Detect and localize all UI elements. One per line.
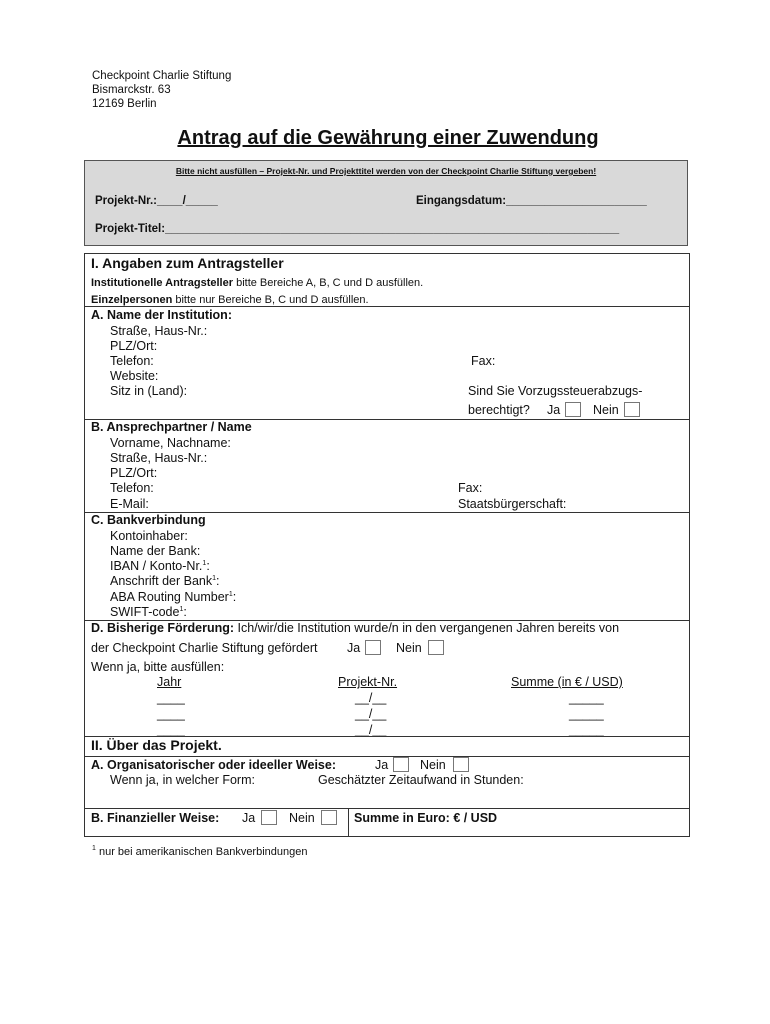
a-vat-no-checkbox[interactable] xyxy=(624,402,640,417)
ii-b-sum-label: Summe in Euro: € / USD xyxy=(354,811,498,825)
section-2-heading: II. Über das Projekt. xyxy=(91,737,222,753)
footnote-mark: 1 xyxy=(228,591,233,598)
sender-address xyxy=(92,69,231,111)
c-address-text: Anschrift der Bank xyxy=(110,574,213,588)
sender-city: 12169 Berlin xyxy=(92,98,157,110)
c-iban-label xyxy=(110,559,210,574)
d-row2-year[interactable]: ____ xyxy=(157,707,185,721)
section-d-intro xyxy=(91,621,619,636)
b-street-label: Straße, Haus-Nr.: xyxy=(110,451,208,465)
c-swift-label xyxy=(110,605,187,620)
c-iban-text: IBAN / Konto-Nr. xyxy=(110,559,203,573)
ii-a-heading: A. Organisatorischer oder ideeller Weise: xyxy=(91,758,336,772)
office-note: Bitte nicht ausfüllen – Projekt-Nr. und Projekttitel werden von der Checkpoint Charlie Stiftung vergeben! xyxy=(175,166,597,176)
c-aba-text: ABA Routing Number xyxy=(110,590,229,604)
section-a-heading: A. Name der Institution: xyxy=(91,308,232,322)
a-vat-question-2: berechtigt? xyxy=(468,403,530,417)
office-use-box xyxy=(84,160,688,246)
c-swift-text: SWIFT-code xyxy=(110,605,180,619)
d-col-sum: Summe (in € / USD) xyxy=(511,675,623,689)
column-divider xyxy=(348,808,349,836)
page-title: Antrag auf die Gewährung einer Zuwendung xyxy=(177,127,599,149)
ii-b-no-label: Nein xyxy=(289,811,315,825)
ii-a-no-label: Nein xyxy=(420,758,446,772)
d-row1-year[interactable]: ____ xyxy=(157,691,185,705)
d-yes-label: Ja xyxy=(347,641,361,655)
section-1-inst-note xyxy=(91,276,423,291)
inst-note-text: bitte Bereiche A, B, C und D ausfüllen. xyxy=(233,277,424,289)
b-citizenship-label: Staatsbürgerschaft: xyxy=(458,497,567,511)
a-vat-yes-checkbox[interactable] xyxy=(565,402,581,417)
a-vat-yes-label: Ja xyxy=(547,403,561,417)
d-row3-sum[interactable]: _____ xyxy=(569,723,604,737)
footnote-mark: 1 xyxy=(202,560,207,567)
d-col-project: Projekt-Nr. xyxy=(338,675,398,689)
c-bank-label: Name der Bank: xyxy=(110,544,201,558)
inst-note-bold: Institutionelle Antragsteller xyxy=(91,277,234,289)
ii-a-form-label: Wenn ja, in welcher Form: xyxy=(110,773,255,787)
a-phone-label: Telefon: xyxy=(110,354,154,368)
divider xyxy=(85,306,689,307)
section-b-heading: B. Ansprechpartner / Name xyxy=(91,420,252,434)
sender-street: Bismarckstr. 63 xyxy=(92,84,171,96)
b-name-label: Vorname, Nachname: xyxy=(110,436,231,450)
d-row2-project[interactable]: __/__ xyxy=(355,707,387,721)
d-no-checkbox[interactable] xyxy=(428,640,444,655)
c-holder-label: Kontoinhaber: xyxy=(110,529,188,543)
colon: : xyxy=(216,574,220,588)
divider xyxy=(85,808,689,809)
section-1-heading: I. Angaben zum Antragsteller xyxy=(91,255,284,271)
c-address-label xyxy=(110,574,220,589)
d-no-label: Nein xyxy=(396,641,422,655)
d-row3-year[interactable]: ____ xyxy=(157,723,185,737)
ii-a-yes-checkbox[interactable] xyxy=(393,757,409,772)
a-seat-label: Sitz in (Land): xyxy=(110,384,188,398)
sender-name: Checkpoint Charlie Stiftung xyxy=(92,70,232,82)
ii-a-time-label: Geschätzter Zeitaufwand in Stunden: xyxy=(318,773,524,787)
d-row2-sum[interactable]: _____ xyxy=(569,707,604,721)
b-fax-label: Fax: xyxy=(458,481,483,495)
pers-note-bold: Einzelpersonen xyxy=(91,294,173,306)
colon: : xyxy=(206,559,210,573)
d-row1-sum[interactable]: _____ xyxy=(569,691,604,705)
b-email-label: E-Mail: xyxy=(110,497,149,511)
ii-b-yes-label: Ja xyxy=(242,811,256,825)
d-col-year: Jahr xyxy=(157,675,182,689)
project-title-field: Projekt-Titel:_______________________________________________________________________ xyxy=(95,223,620,235)
a-fax-label: Fax: xyxy=(471,354,496,368)
footnote-mark: 1 xyxy=(179,606,184,613)
a-vat-question-1: Sind Sie Vorzugssteuerabzugs- xyxy=(468,384,643,398)
footnote-text: nur bei amerikanischen Bankverbindungen xyxy=(95,846,308,858)
application-form xyxy=(84,253,690,837)
ii-b-yes-checkbox[interactable] xyxy=(261,810,277,825)
a-vat-no-label: Nein xyxy=(593,403,619,417)
section-d-text-2: der Checkpoint Charlie Stiftung gefördert xyxy=(91,641,318,655)
colon: : xyxy=(183,605,187,619)
divider xyxy=(85,756,689,757)
section-d-heading: D. Bisherige Förderung: xyxy=(91,621,235,635)
footnote-mark: 1 xyxy=(212,575,217,582)
ii-a-no-checkbox[interactable] xyxy=(453,757,469,772)
footnote-mark: 1 xyxy=(92,845,96,852)
a-street-label: Straße, Haus-Nr.: xyxy=(110,324,208,338)
d-row3-project[interactable]: __/__ xyxy=(355,723,387,737)
project-nr-field: Projekt-Nr.:____/_____ xyxy=(95,195,218,207)
b-plz-label: PLZ/Ort: xyxy=(110,466,158,480)
ii-a-yes-label: Ja xyxy=(375,758,389,772)
ii-b-heading: B. Finanzieller Weise: xyxy=(91,811,220,825)
colon: : xyxy=(232,590,237,604)
footnote xyxy=(92,846,307,858)
a-plz-label: PLZ/Ort: xyxy=(110,339,158,353)
d-row1-project[interactable]: __/__ xyxy=(355,691,387,705)
section-c-heading: C. Bankverbindung xyxy=(91,513,206,527)
b-phone-label: Telefon: xyxy=(110,481,154,495)
a-website-label: Website: xyxy=(110,369,159,383)
c-aba-label xyxy=(110,590,236,605)
d-ifyes-label: Wenn ja, bitte ausfüllen: xyxy=(91,660,225,674)
ii-b-no-checkbox[interactable] xyxy=(321,810,337,825)
eingangsdatum-field: Eingangsdatum:______________________ xyxy=(416,195,647,207)
d-yes-checkbox[interactable] xyxy=(365,640,381,655)
pers-note-text: bitte nur Bereiche B, C und D ausfüllen. xyxy=(172,294,369,306)
section-d-text-1: Ich/wir/die Institution wurde/n in den vergangenen Jahren bereits von xyxy=(234,621,620,635)
